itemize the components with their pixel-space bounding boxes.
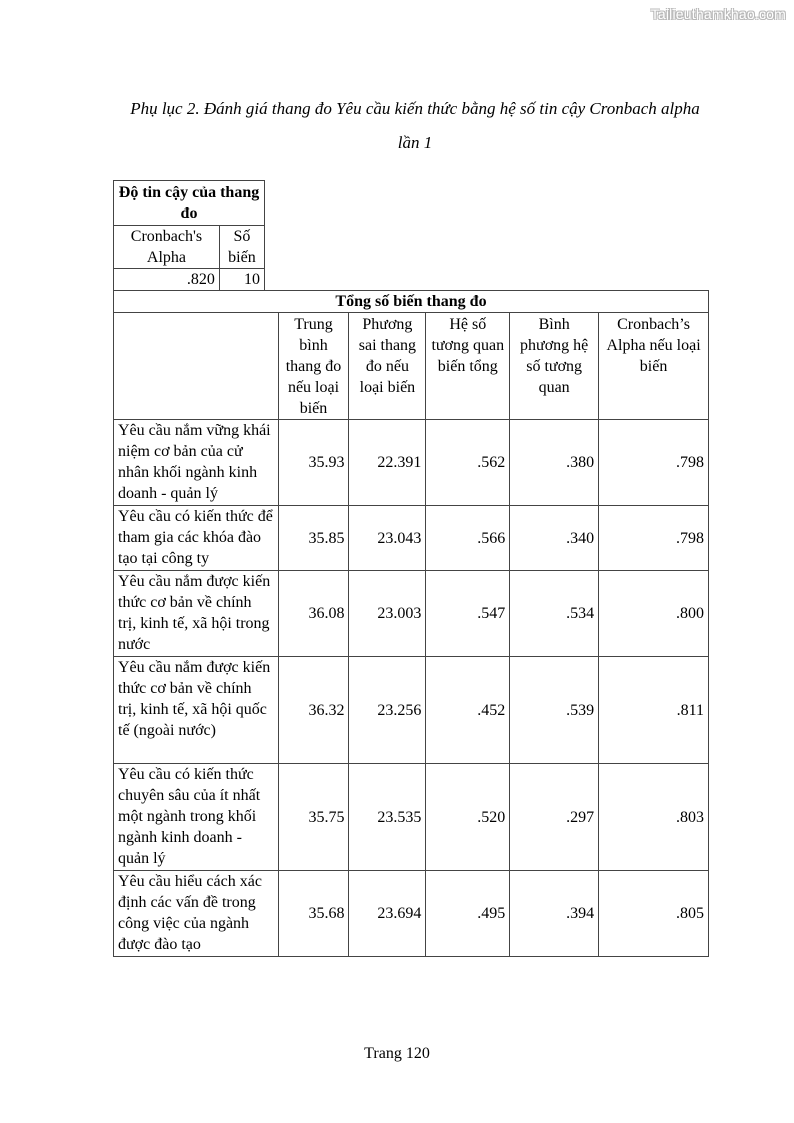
squared-correlation-cell: .380 bbox=[510, 420, 599, 506]
table-row bbox=[114, 420, 709, 506]
item-total-correlation-cell: .495 bbox=[426, 871, 510, 957]
scale-mean-cell: 35.68 bbox=[278, 871, 349, 957]
item-label: Yêu cầu nắm vững khái niệm cơ bản của cử nhân khối ngành kinh doanh - quản lý bbox=[114, 420, 279, 506]
item-total-table bbox=[113, 290, 709, 957]
item-count-header: Số biến bbox=[219, 226, 264, 269]
caption-line-1: Phụ lục 2. Đánh giá thang đo Yêu cầu kiến thức bằng hệ số tin cậy Cronbach alpha bbox=[130, 99, 700, 118]
scale-mean-cell: 36.32 bbox=[278, 657, 349, 764]
alpha-if-deleted-cell: .803 bbox=[599, 764, 709, 871]
item-label: Yêu cầu nắm được kiến thức cơ bản về chính trị, kinh tế, xã hội quốc tế (ngoài nước) bbox=[114, 657, 279, 764]
scale-variance-cell: 23.535 bbox=[349, 764, 426, 871]
appendix-caption bbox=[110, 92, 720, 160]
squared-correlation-cell: .297 bbox=[510, 764, 599, 871]
alpha-if-deleted-cell: .800 bbox=[599, 571, 709, 657]
table-row bbox=[114, 657, 709, 764]
col-header-item-total-correlation: Hệ số tương quan biến tổng bbox=[426, 313, 510, 420]
scale-mean-cell: 35.85 bbox=[278, 506, 349, 571]
item-total-correlation-cell: .520 bbox=[426, 764, 510, 871]
item-label: Yêu cầu nắm được kiến thức cơ bản về chính trị, kinh tế, xã hội trong nước bbox=[114, 571, 279, 657]
table-row bbox=[114, 764, 709, 871]
alpha-if-deleted-cell: .798 bbox=[599, 420, 709, 506]
cronbach-alpha-header: Cronbach's Alpha bbox=[114, 226, 220, 269]
watermark: Tailieuthamkhao.com bbox=[650, 6, 786, 22]
item-column-header bbox=[114, 313, 279, 420]
table-row bbox=[114, 871, 709, 957]
col-header-scale-mean: Trung bình thang đo nếu loại biến bbox=[278, 313, 349, 420]
header-row bbox=[114, 313, 709, 420]
col-header-alpha-if-deleted: Cronbach’s Alpha nếu loại biến bbox=[599, 313, 709, 420]
item-total-correlation-cell: .562 bbox=[426, 420, 510, 506]
col-header-squared-multiple-correlation: Bình phương hệ số tương quan bbox=[510, 313, 599, 420]
scale-mean-cell: 36.08 bbox=[278, 571, 349, 657]
item-total-correlation-cell: .452 bbox=[426, 657, 510, 764]
reliability-table bbox=[113, 180, 265, 291]
alpha-if-deleted-cell: .798 bbox=[599, 506, 709, 571]
scale-variance-cell: 23.694 bbox=[349, 871, 426, 957]
scale-variance-cell: 22.391 bbox=[349, 420, 426, 506]
squared-correlation-cell: .534 bbox=[510, 571, 599, 657]
squared-correlation-cell: .539 bbox=[510, 657, 599, 764]
scale-variance-cell: 23.043 bbox=[349, 506, 426, 571]
scale-mean-cell: 35.75 bbox=[278, 764, 349, 871]
item-total-correlation-cell: .566 bbox=[426, 506, 510, 571]
scale-mean-cell: 35.93 bbox=[278, 420, 349, 506]
page-number: Trang 120 bbox=[364, 1045, 430, 1062]
item-label: Yêu cầu có kiến thức để tham gia các khóa đào tạo tại công ty bbox=[114, 506, 279, 571]
squared-correlation-cell: .394 bbox=[510, 871, 599, 957]
col-header-scale-variance: Phương sai thang đo nếu loại biến bbox=[349, 313, 426, 420]
item-total-correlation-cell: .547 bbox=[426, 571, 510, 657]
alpha-if-deleted-cell: .805 bbox=[599, 871, 709, 957]
squared-correlation-cell: .340 bbox=[510, 506, 599, 571]
scale-variance-cell: 23.003 bbox=[349, 571, 426, 657]
item-total-title: Tổng số biến thang đo bbox=[114, 291, 709, 313]
scale-variance-cell: 23.256 bbox=[349, 657, 426, 764]
item-label: Yêu cầu hiểu cách xác định các vấn đề trong công việc của ngành được đào tạo bbox=[114, 871, 279, 957]
cronbach-alpha-value: .820 bbox=[114, 269, 220, 291]
item-label: Yêu cầu có kiến thức chuyên sâu của ít nhất một ngành trong khối ngành kinh doanh - quản lý bbox=[114, 764, 279, 871]
reliability-title: Độ tin cậy của thang đo bbox=[114, 181, 265, 226]
table-row bbox=[114, 506, 709, 571]
table-row bbox=[114, 571, 709, 657]
item-count-value: 10 bbox=[219, 269, 264, 291]
caption-line-2: lần 1 bbox=[397, 133, 433, 152]
alpha-if-deleted-cell: .811 bbox=[599, 657, 709, 764]
